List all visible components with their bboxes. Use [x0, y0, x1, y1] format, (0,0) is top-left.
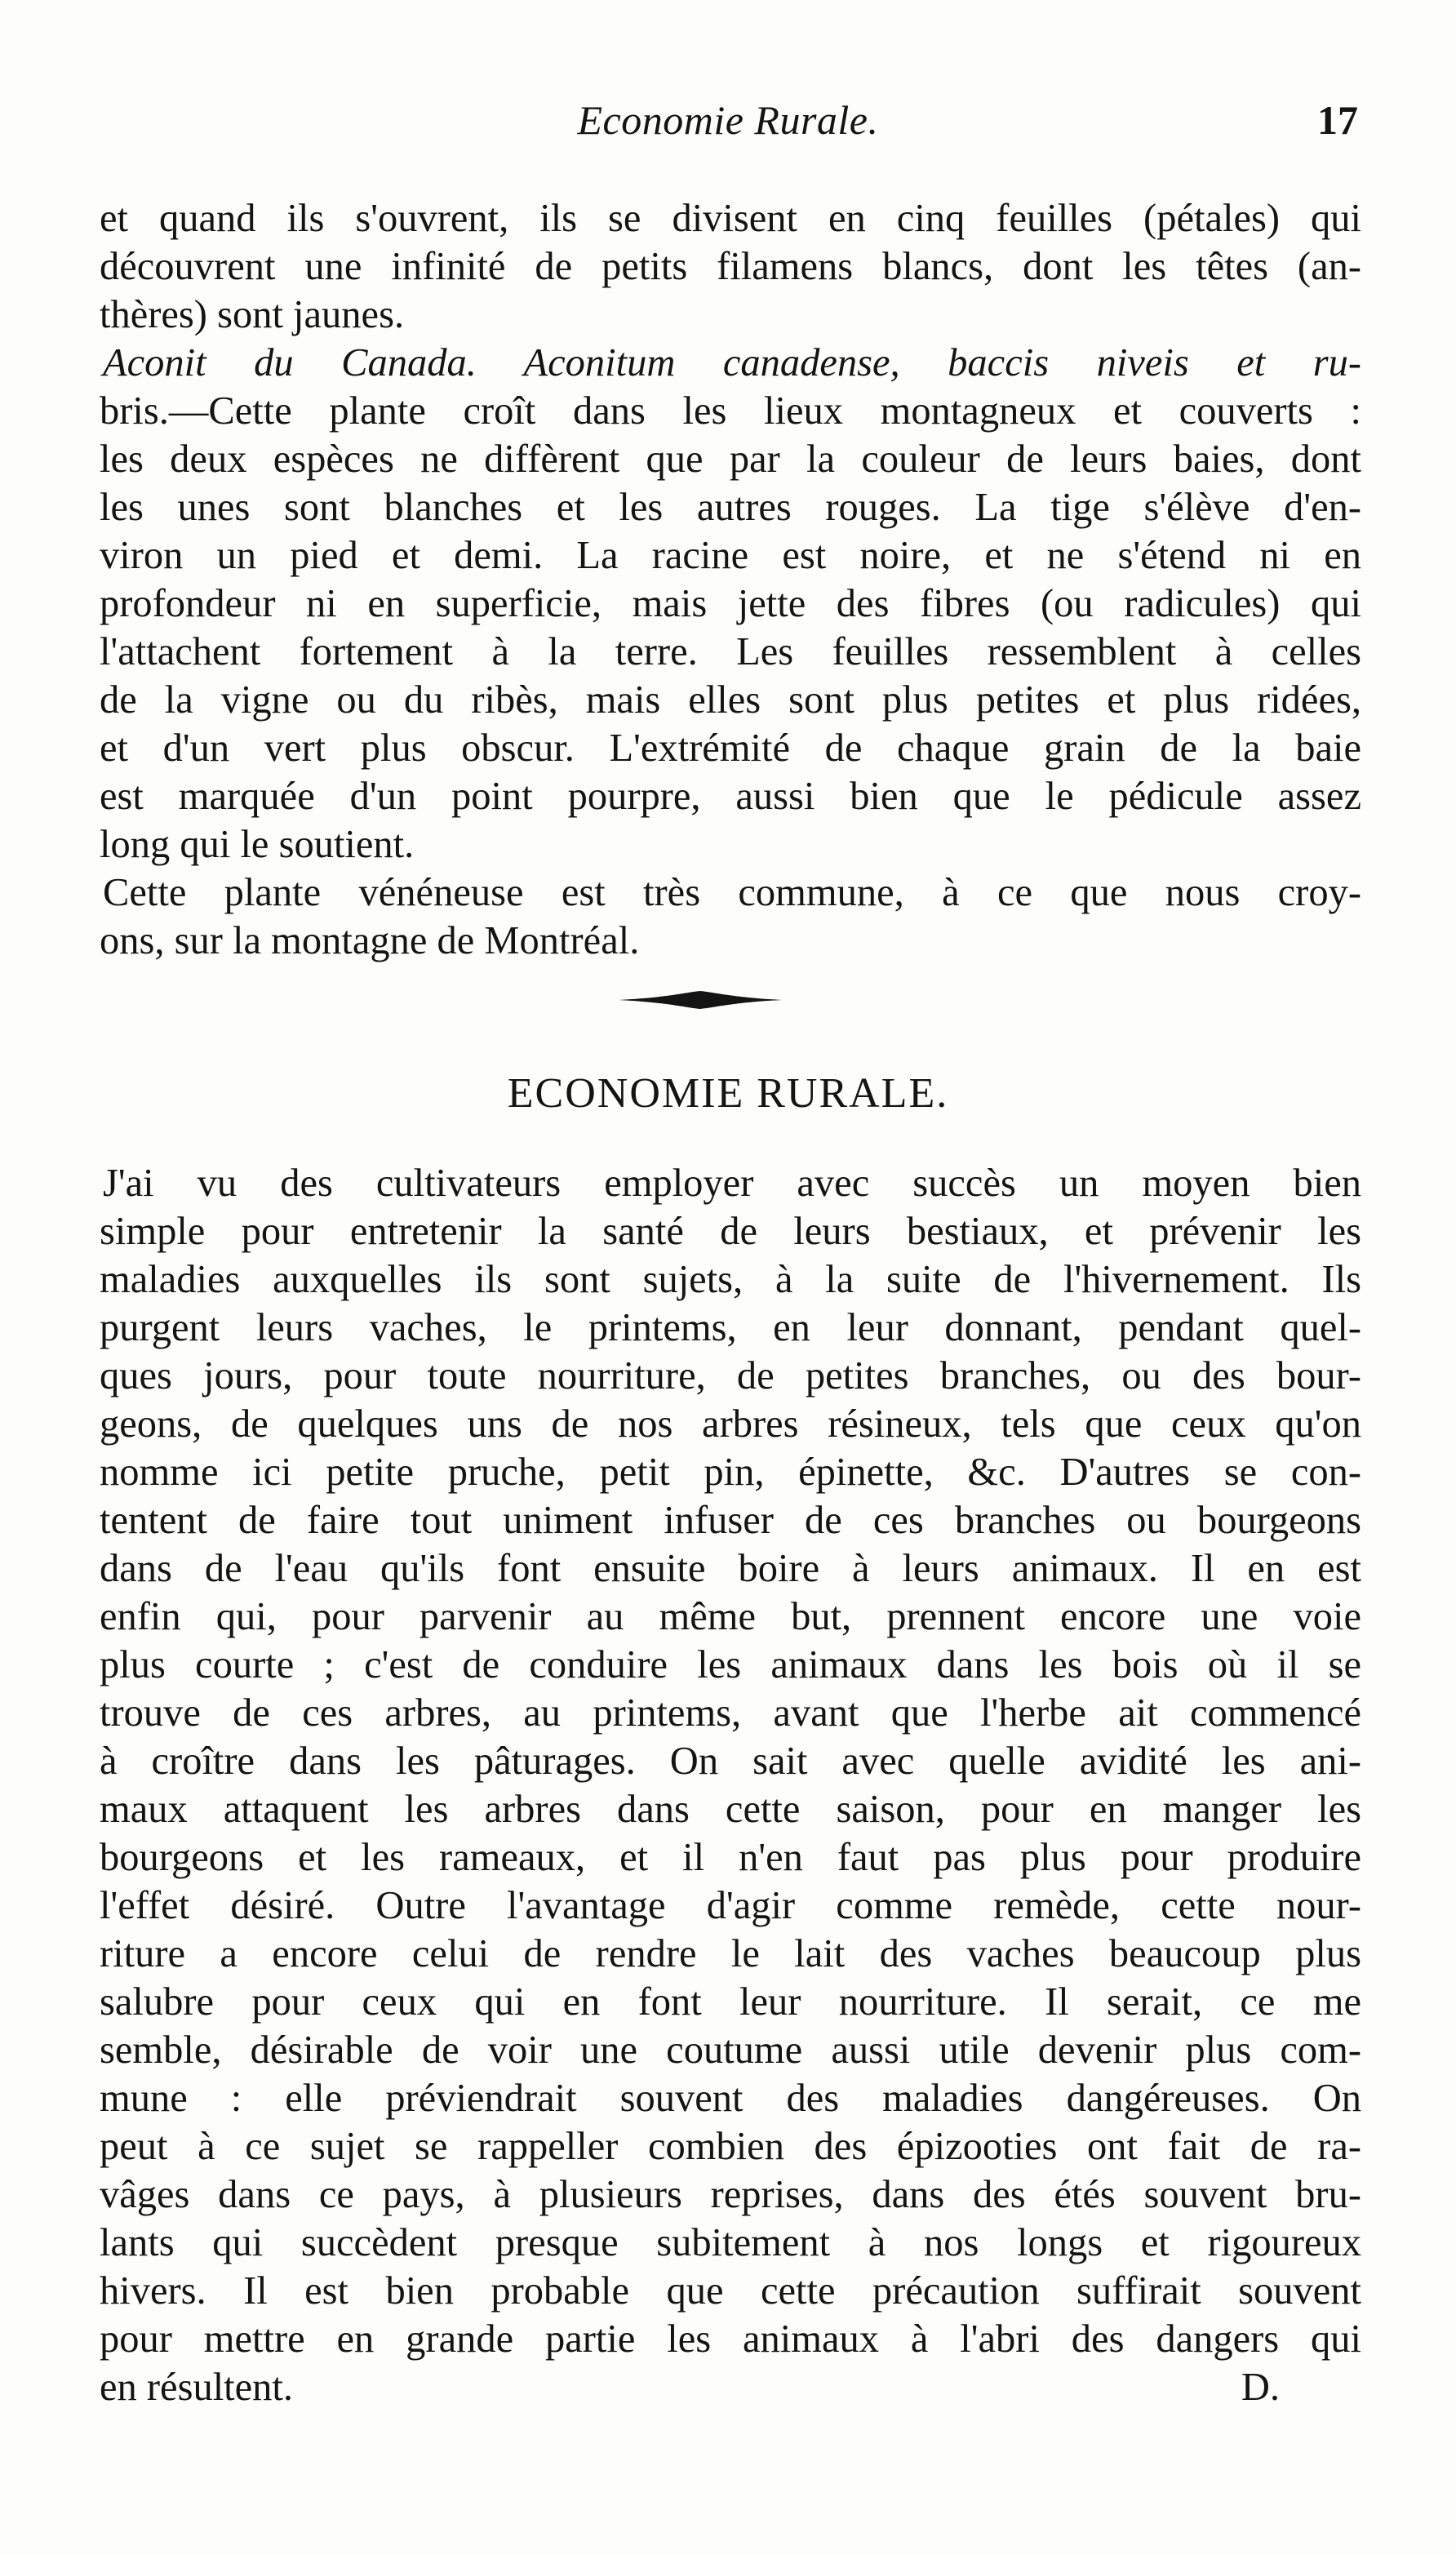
text-line: bourgeons et les rameaux, et il n'en faut pas plus pour produire — [100, 1836, 1361, 1879]
species-heading-line: Aconit du Canada. Aconitum canadense, baccis niveis et ru- — [103, 341, 1361, 384]
text-line: trouve de ces arbres, au printems, avant que l'herbe ait commencé — [100, 1691, 1361, 1735]
text-line: et quand ils s'ouvrent, ils se divisent en cinq feuilles (pétales) qui — [100, 197, 1361, 240]
text-line: ons, sur la montagne de Montréal. — [100, 919, 640, 962]
text-line: geons, de quelques uns de nos arbres résineux, tels que ceux qu'on — [100, 1402, 1361, 1446]
text-line: bris.—Cette plante croît dans les lieux montagneux et couverts : — [100, 389, 1361, 433]
text-line: purgent leurs vaches, le printems, en leur donnant, pendant quel- — [100, 1306, 1361, 1349]
text-line: simple pour entretenir la santé de leurs bestiaux, et prévenir les — [100, 1210, 1361, 1253]
text-line: pour mettre en grande partie les animaux à l'abri des dangers qui — [100, 2317, 1361, 2361]
text-line: découvrent une infinité de petits filamens blancs, dont les têtes (an- — [100, 245, 1361, 288]
text-line: riture a encore celui de rendre le lait des vaches beaucoup plus — [100, 1932, 1361, 1975]
text-line: maladies auxquelles ils sont sujets, à la suite de l'hivernement. Ils — [100, 1258, 1361, 1301]
text-line: et d'un vert plus obscur. L'extrémité de chaque grain de la baie — [100, 727, 1361, 770]
text-line: mune : elle préviendrait souvent des maladies dangéreuses. On — [100, 2077, 1361, 2120]
text-line: profondeur ni en superficie, mais jette des fibres (ou radicules) qui — [100, 582, 1361, 625]
text-line: long qui le soutient. — [100, 823, 415, 866]
text-line: nomme ici petite pruche, petit pin, épinette, &c. D'autres se con- — [100, 1451, 1361, 1494]
text-line: en résultent. — [100, 2366, 294, 2409]
text-line: ques jours, pour toute nourriture, de petites branches, ou des bour- — [100, 1354, 1361, 1397]
text-line: l'attachent fortement à la terre. Les feuilles ressemblent à celles — [100, 630, 1361, 673]
text-line: à croître dans les pâturages. On sait avec quelle avidité les ani- — [100, 1740, 1361, 1783]
author-signature: D. — [1241, 2366, 1280, 2409]
text-line: vâges dans ce pays, à plusieurs reprises, dans des étés souvent bru- — [100, 2173, 1361, 2216]
text-line: de la vigne ou du ribès, mais elles sont plus petites et plus ridées, — [100, 678, 1361, 722]
text-line: peut à ce sujet se rappeller combien des épizooties ont fait de ra- — [100, 2125, 1361, 2168]
text-line: maux attaquent les arbres dans cette saison, pour en manger les — [100, 1788, 1361, 1831]
text-line: plus courte ; c'est de conduire les animaux dans les bois où il se — [100, 1643, 1361, 1686]
text-line: les deux espèces ne diffèrent que par la couleur de leurs baies, dont — [100, 438, 1361, 481]
text-line: Cette plante vénéneuse est très commune, à ce que nous croy- — [103, 871, 1361, 914]
text-line: J'ai vu des cultivateurs employer avec succès un moyen bien — [103, 1162, 1361, 1205]
text-line: semble, désirable de voir une coutume aussi utile devenir plus com- — [100, 2028, 1361, 2072]
economie-article — [100, 1159, 1361, 2411]
text-line: hivers. Il est bien probable que cette précaution suffirait souvent — [100, 2269, 1361, 2313]
text-line: lants qui succèdent presque subitement à nos longs et rigoureux — [100, 2221, 1361, 2264]
text-line: thères) sont jaunes. — [100, 293, 405, 336]
text-line: dans de l'eau qu'ils font ensuite boire à leurs animaux. Il en est — [100, 1547, 1361, 1590]
running-head-title: Economie Rurale. — [577, 97, 879, 143]
text-line: salubre pour ceux qui en font leur nourriture. Il serait, ce me — [100, 1980, 1361, 2024]
text-line: tentent de faire tout uniment infuser de ces branches ou bourgeons — [100, 1499, 1361, 1542]
text-line: les unes sont blanches et les autres rouges. La tige s'élève d'en- — [100, 486, 1361, 529]
text-line: est marquée d'un point pourpre, aussi bien que le pédicule assez — [100, 775, 1361, 818]
text-line: l'effet désiré. Outre l'avantage d'agir comme remède, cette nour- — [100, 1884, 1361, 1927]
page-number: 17 — [1317, 97, 1358, 143]
text-line: enfin qui, pour parvenir au même but, prennent encore une voie — [100, 1595, 1361, 1638]
text-line: viron un pied et demi. La racine est noire, et ne s'étend ni en — [100, 534, 1361, 577]
section-divider-ornament — [619, 988, 782, 1012]
aconit-article — [100, 194, 1361, 965]
final-line — [100, 2363, 1361, 2411]
section-title: ECONOMIE RURALE. — [507, 1070, 949, 1117]
running-head — [0, 96, 1456, 153]
